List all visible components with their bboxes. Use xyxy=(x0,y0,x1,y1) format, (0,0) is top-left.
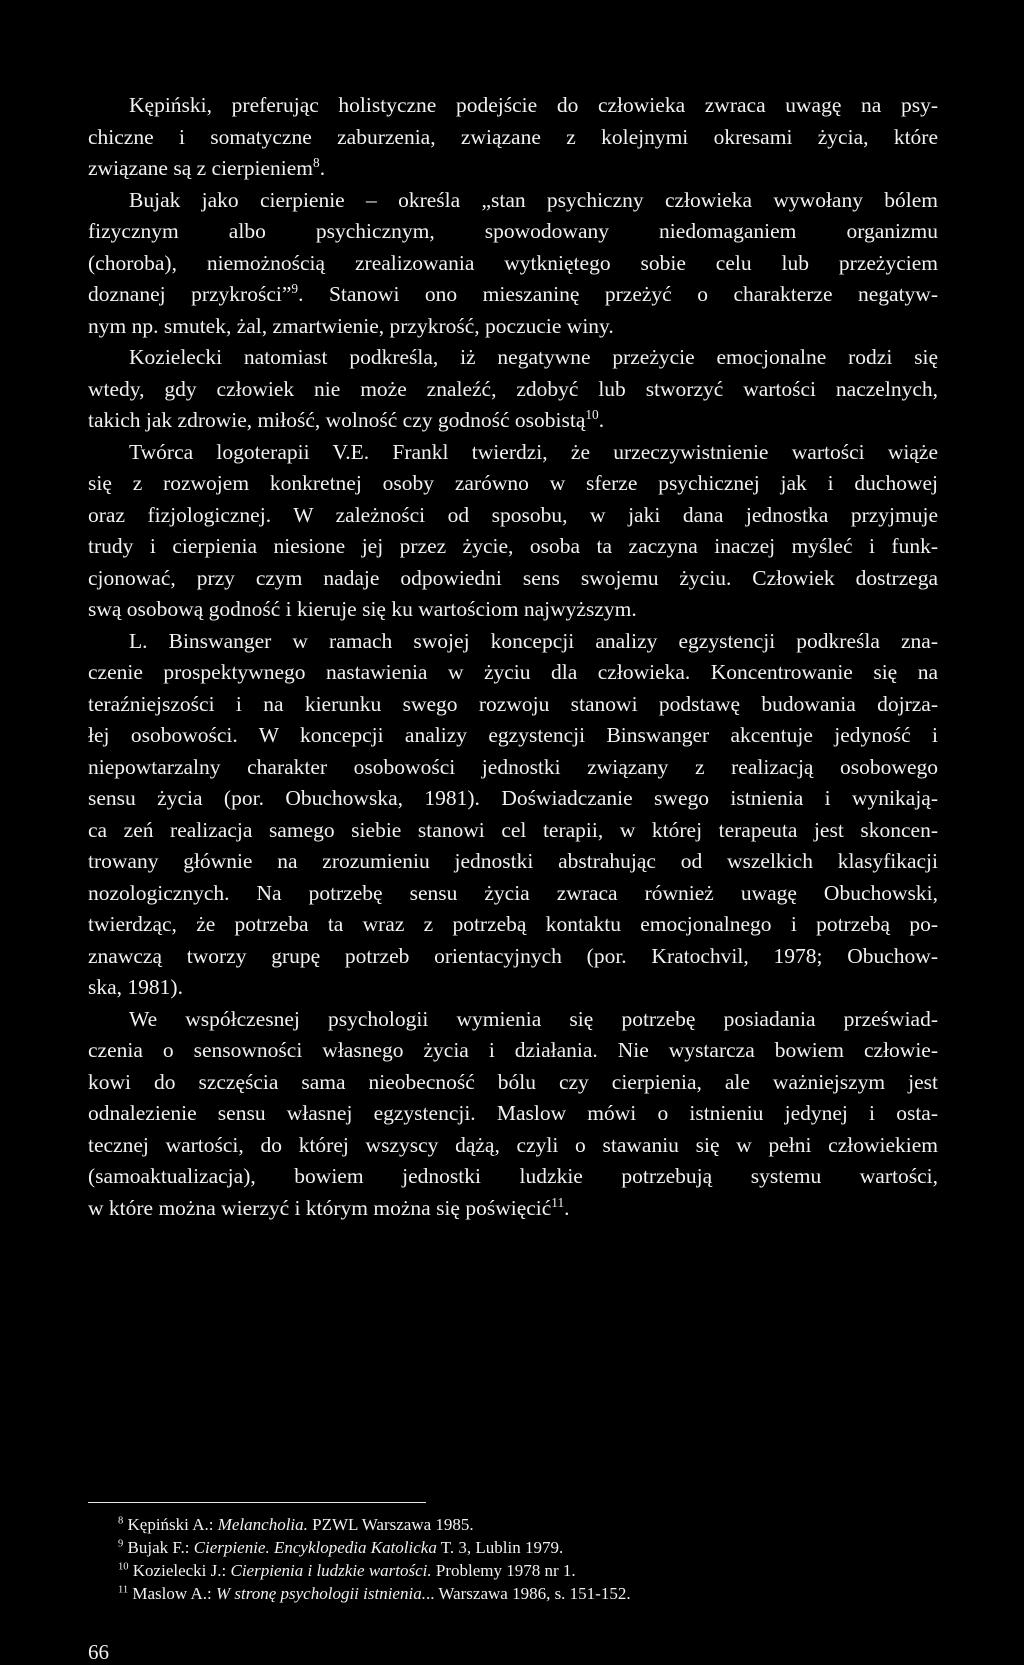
text-line xyxy=(88,1067,938,1099)
footnote-ref: 10 xyxy=(585,406,599,422)
text-line xyxy=(88,500,938,532)
footnote-publication: T. 3, Lublin 1979. xyxy=(436,1538,564,1557)
footnote-author: Kępiński A.: xyxy=(127,1515,218,1534)
text-line xyxy=(88,626,938,658)
line-text: We współczesnej psychologii wymienia się potrzebę posiadania przeświad- xyxy=(129,1006,938,1031)
line-text: swą osobową godność i kieruje się ku wartościom najwyższym. xyxy=(88,597,637,621)
line-text: tecznej wartości, do której wszyscy dążą, czyli o stawaniu się w pełni człowiekiem xyxy=(88,1132,938,1157)
line-text: czenia o sensowności własnego życia i działania. Nie wystarcza bowiem człowie- xyxy=(88,1038,938,1062)
line-text: fizycznym albo psychicznym, spowodowany niedomaganiem organizmu xyxy=(88,219,938,243)
text-line xyxy=(88,342,938,374)
line-text: ca zeń realizacja samego siebie stanowi cel terapii, w której terapeuta jest skoncen- xyxy=(88,817,938,842)
text-line xyxy=(88,846,938,878)
line-text: w które można wierzyć i którym można się poświęcić xyxy=(88,1195,552,1220)
line-text: chiczne i somatyczne zaburzenia, związane z kolejnymi okresami życia, które xyxy=(88,124,938,149)
text-line xyxy=(88,815,938,847)
text-line xyxy=(88,972,938,1004)
line-text: cjonować, przy czym nadaje odpowiedni sens swojemu życiu. Człowiek dostrzega xyxy=(88,565,938,590)
line-text: (choroba), niemożnością zrealizowania wytkniętego sobie celu lub przeżyciem xyxy=(88,250,938,275)
text-line xyxy=(88,594,938,626)
line-text: doznanej przykrości” xyxy=(88,282,292,306)
text-line xyxy=(88,437,938,469)
footnote-author: Maslow A.: xyxy=(132,1584,216,1603)
text-line xyxy=(88,122,938,154)
line-text: znawczą tworzy grupę potrzeb orientacyjnych (por. Kratochvil, 1978; Obuchow- xyxy=(88,943,938,968)
footnote-separator xyxy=(88,1502,426,1503)
line-text: łej osobowości. W koncepcji analizy egzystencji Binswanger akcentuje jedyność i xyxy=(88,723,938,747)
text-line xyxy=(88,153,938,185)
text-line xyxy=(88,941,938,973)
line-text-after: . xyxy=(319,156,326,180)
line-text: trudy i cierpienia niesione jej przez życie, osoba ta zaczyna inaczej myśleć i funk- xyxy=(88,534,938,558)
text-line xyxy=(88,248,938,280)
line-text: Kozielecki natomiast podkreśla, iż negatywne przeżycie emocjonalne rodzi się xyxy=(129,345,938,369)
line-text: oraz fizjologicznej. W zależności od sposobu, w jaki dana jednostka przyjmuje xyxy=(88,502,938,527)
text-line xyxy=(88,689,938,721)
text-line xyxy=(88,531,938,563)
text-line xyxy=(88,185,938,217)
text-line xyxy=(88,1098,938,1130)
text-line xyxy=(88,1193,938,1225)
footnote xyxy=(118,1513,938,1536)
line-text: nym np. smutek, żal, zmartwienie, przykrość, poczucie winy. xyxy=(88,313,614,338)
footnote-ref: 9 xyxy=(291,280,299,296)
footnote-ref: 11 xyxy=(551,1194,565,1210)
text-line xyxy=(88,1161,938,1193)
line-text: teraźniejszości i na kierunku swego rozwoju stanowi podstawę budowania dojrza- xyxy=(88,691,938,716)
line-text: twierdząc, że potrzeba ta wraz z potrzebą kontaktu emocjonalnego i potrzebą po- xyxy=(88,912,938,936)
line-text: Twórca logoterapii V.E. Frankl twierdzi, że urzeczywistnienie wartości wiąże xyxy=(129,439,938,464)
text-line xyxy=(88,279,938,311)
text-line xyxy=(88,1004,938,1036)
footnote-author: Kozielecki J.: xyxy=(132,1561,231,1580)
footnote xyxy=(118,1536,938,1559)
text-line xyxy=(88,1035,938,1067)
text-line xyxy=(88,90,938,122)
line-text: związane są z cierpieniem xyxy=(88,156,314,180)
footnote-title: Cierpienie. Encyklopedia Katolicka xyxy=(193,1538,437,1557)
line-text: nozologicznych. Na potrzebę sensu życia zwraca również uwagę Obuchowski, xyxy=(88,880,938,905)
footnotes xyxy=(118,1513,938,1605)
line-text-after: . Stanowi ono mieszaninę przeżyć o charakterze negatyw- xyxy=(298,282,938,306)
footnote-publication: Problemy 1978 nr 1. xyxy=(431,1561,576,1580)
footnote-number: 10 xyxy=(118,1561,129,1573)
footnote xyxy=(118,1559,938,1582)
text-line xyxy=(88,752,938,784)
line-text: niepowtarzalny charakter osobowości jednostki związany z realizacją osobowego xyxy=(88,754,938,779)
footnote-publication: .. Warszawa 1986, s. 151-152. xyxy=(425,1584,631,1603)
footnote xyxy=(118,1582,938,1605)
body-text xyxy=(88,90,938,1224)
text-line xyxy=(88,720,938,752)
line-text: wtedy, gdy człowiek nie może znaleźć, zdobyć lub stworzyć wartości naczelnych, xyxy=(88,376,938,401)
line-text: (samoaktualizacja), bowiem jednostki ludzkie potrzebują systemu wartości, xyxy=(88,1164,938,1188)
line-text: odnalezienie sensu własnej egzystencji. Maslow mówi o istnieniu jedynej i osta- xyxy=(88,1101,938,1125)
text-line xyxy=(88,374,938,406)
footnote-title: W stronę psychologii istnienia. xyxy=(215,1584,426,1603)
text-line xyxy=(88,657,938,689)
footnote-title: Melancholia. xyxy=(217,1515,308,1534)
footnote-ref: 8 xyxy=(313,154,320,170)
text-line xyxy=(88,216,938,248)
page-number: 66 xyxy=(88,1640,109,1664)
text-line xyxy=(88,878,938,910)
text-line xyxy=(88,909,938,941)
text-line xyxy=(88,1130,938,1162)
line-text-after: . xyxy=(598,408,605,432)
footnote-title: Cierpienia i ludzkie wartości. xyxy=(230,1561,432,1580)
footnote-publication: PZWL Warszawa 1985. xyxy=(307,1515,474,1534)
line-text: Bujak jako cierpienie – określa „stan psychiczny człowieka wywołany bólem xyxy=(129,187,938,212)
line-text: się z rozwojem konkretnej osoby zarówno w sferze psychicznej jak i duchowej xyxy=(88,471,938,495)
line-text: kowi do szczęścia sama nieobecność bólu czy cierpienia, ale ważniejszym jest xyxy=(88,1069,938,1094)
footnote-author: Bujak F.: xyxy=(127,1538,194,1557)
footnote-number: 11 xyxy=(118,1584,129,1596)
line-text: czenie prospektywnego nastawienia w życiu dla człowieka. Koncentrowanie się na xyxy=(88,660,938,684)
text-line xyxy=(88,468,938,500)
line-text-after: . xyxy=(564,1195,570,1220)
footnote-number: 9 xyxy=(118,1538,124,1550)
line-text: trowany głównie na zrozumieniu jednostki abstrahując od wszelkich klasyfikacji xyxy=(88,849,938,873)
line-text: ska, 1981). xyxy=(88,975,183,999)
text-line xyxy=(88,405,938,437)
text-line xyxy=(88,311,938,343)
line-text: L. Binswanger w ramach swojej koncepcji analizy egzystencji podkreśla zna- xyxy=(129,628,938,653)
line-text: Kępiński, preferując holistyczne podejście do człowieka zwraca uwagę na psy- xyxy=(129,93,938,117)
line-text: takich jak zdrowie, miłość, wolność czy godność osobistą xyxy=(88,408,586,432)
text-line xyxy=(88,563,938,595)
text-line xyxy=(88,783,938,815)
line-text: sensu życia (por. Obuchowska, 1981). Doświadczanie swego istnienia i wynikają- xyxy=(88,786,938,810)
footnote-number: 8 xyxy=(118,1515,124,1527)
